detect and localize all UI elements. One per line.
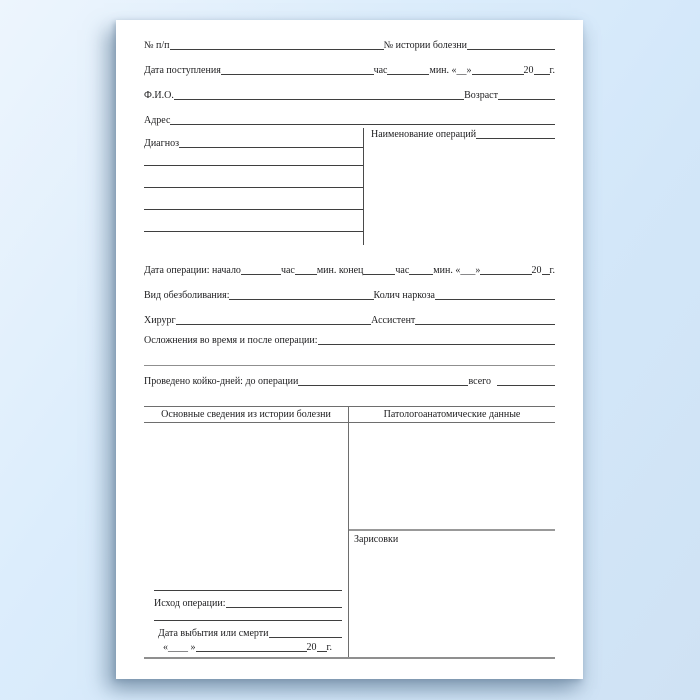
- year-label: 20: [306, 642, 317, 653]
- operation-date-label: Дата операции: начало: [144, 265, 241, 276]
- diagnosis-section: [144, 128, 555, 245]
- anesthesia-label: Вид обезболивания:: [144, 290, 230, 301]
- year-blank-line: [534, 74, 550, 75]
- history-number-blank-line: [467, 49, 555, 50]
- bed-days-total-blank-line: [497, 385, 555, 386]
- minute-end-label: мин. конец: [316, 265, 364, 276]
- hour-label: час: [373, 65, 388, 76]
- full-name-label: Ф.И.О.: [144, 90, 174, 101]
- start-time-blank-line: [241, 274, 281, 275]
- table-header-right: Патологоанатомические данные: [383, 409, 521, 420]
- address-label: Адрес: [144, 115, 171, 126]
- age-blank-line: [498, 99, 555, 100]
- complications-label: Осложнения во время и после операции:: [144, 335, 318, 346]
- diagnosis-blank-line: [144, 231, 363, 232]
- diagnosis-column: [144, 128, 364, 245]
- row-surgeon: [144, 302, 555, 327]
- blank-line: [154, 620, 342, 621]
- sketches-label: Зарисовки: [354, 534, 399, 545]
- history-number-label: № истории болезни: [383, 40, 467, 51]
- admission-date-blank-line: [221, 74, 374, 75]
- bed-days-label: Проведено койко-дней: до операции: [144, 376, 299, 387]
- minute-quote-label: мин. «___»: [433, 265, 481, 276]
- hour-label: час: [395, 265, 410, 276]
- blank-line: [154, 590, 342, 591]
- bed-days-total-label: всего: [468, 376, 491, 387]
- row-operation-date: [144, 252, 555, 277]
- row-serial: [144, 27, 555, 52]
- serial-label: № п/п: [144, 40, 170, 51]
- complications-extra-line-row: [144, 347, 555, 368]
- surgeon-label: Хирург: [144, 315, 176, 326]
- table-header-left: Основные сведения из истории болезни: [144, 407, 349, 422]
- table-header-row: [144, 407, 555, 423]
- year-suffix-label: г.: [326, 642, 332, 653]
- year-suffix-label: г.: [549, 265, 555, 276]
- middle-rows: [144, 252, 555, 388]
- serial-blank-line: [170, 49, 384, 50]
- assistant-label: Ассистент: [371, 315, 416, 326]
- top-rows: [144, 27, 555, 127]
- diagnosis-label: Диагноз: [144, 138, 180, 149]
- diagnosis-blank-line: [144, 187, 363, 188]
- row-outcome: [154, 593, 342, 610]
- diagnosis-blank-line: [144, 209, 363, 210]
- assistant-blank-line: [415, 324, 555, 325]
- discharge-date-label: Дата выбытия или смерти: [158, 628, 269, 639]
- hour-blank-line: [387, 74, 429, 75]
- outcome-blank-line: [226, 607, 342, 608]
- anesthesia-blank-line: [229, 299, 373, 300]
- row-diagnosis: [144, 128, 363, 150]
- end-minute-blank-line: [409, 274, 433, 275]
- table-cell-history-info: [144, 423, 349, 657]
- history-table: [144, 406, 555, 659]
- row-discharge-date: [154, 623, 342, 640]
- year-label: 20: [531, 265, 542, 276]
- address-blank-line: [170, 124, 555, 125]
- complications-blank-line: [318, 344, 555, 345]
- operations-name-label: Наименование операций: [371, 129, 477, 140]
- pathology-empty-area: [349, 423, 555, 529]
- diagnosis-line-row: [144, 168, 363, 190]
- start-minute-blank-line: [295, 274, 317, 275]
- bed-days-before-blank-line: [298, 385, 468, 386]
- form-sheet: [116, 20, 583, 679]
- month-blank-line: [196, 651, 307, 652]
- discharge-date-blank-line: [269, 637, 343, 638]
- table-cell-pathology: [349, 423, 555, 657]
- diagnosis-blank-line: [179, 147, 363, 148]
- operations-name-blank-line: [476, 138, 555, 139]
- diagnosis-line-row: [144, 150, 363, 168]
- diagnosis-line-row: [144, 212, 363, 234]
- diagnosis-line-row: [144, 190, 363, 212]
- complications-extra-blank-line: [144, 365, 555, 366]
- row-full-name: [144, 77, 555, 102]
- row-admission-date: [144, 52, 555, 77]
- admission-date-label: Дата поступления: [144, 65, 221, 76]
- row-complications: [144, 327, 555, 347]
- hour-label: час: [280, 265, 295, 276]
- anesthesia-quantity-blank-line: [435, 299, 555, 300]
- year-blank-line: [317, 651, 327, 652]
- operations-column: [364, 128, 555, 245]
- outcome-extra-line-row: [154, 576, 342, 593]
- row-operations-name: [371, 128, 555, 141]
- row-bed-days: [144, 368, 555, 388]
- outcome-label: Исход операции:: [154, 598, 226, 609]
- end-time-blank-line: [363, 274, 395, 275]
- row-anesthesia: [144, 277, 555, 302]
- month-blank-line: [472, 74, 524, 75]
- anesthesia-quantity-label: Колич наркоза: [373, 290, 435, 301]
- full-name-blank-line: [174, 99, 464, 100]
- row-date-quote: [154, 640, 342, 654]
- surgeon-blank-line: [176, 324, 372, 325]
- outcome-extra-line-row: [154, 610, 342, 623]
- diagnosis-blank-line: [144, 165, 363, 166]
- month-blank-line: [480, 274, 531, 275]
- year-suffix-label: г.: [549, 65, 555, 76]
- age-label: Возраст: [464, 90, 498, 101]
- row-address: [144, 102, 555, 127]
- quote-label: «____ »: [163, 642, 196, 653]
- table-body: [144, 423, 555, 657]
- year-blank-line: [542, 274, 550, 275]
- year-label: 20: [523, 65, 534, 76]
- minute-quote-label: мин. «__»: [429, 65, 472, 76]
